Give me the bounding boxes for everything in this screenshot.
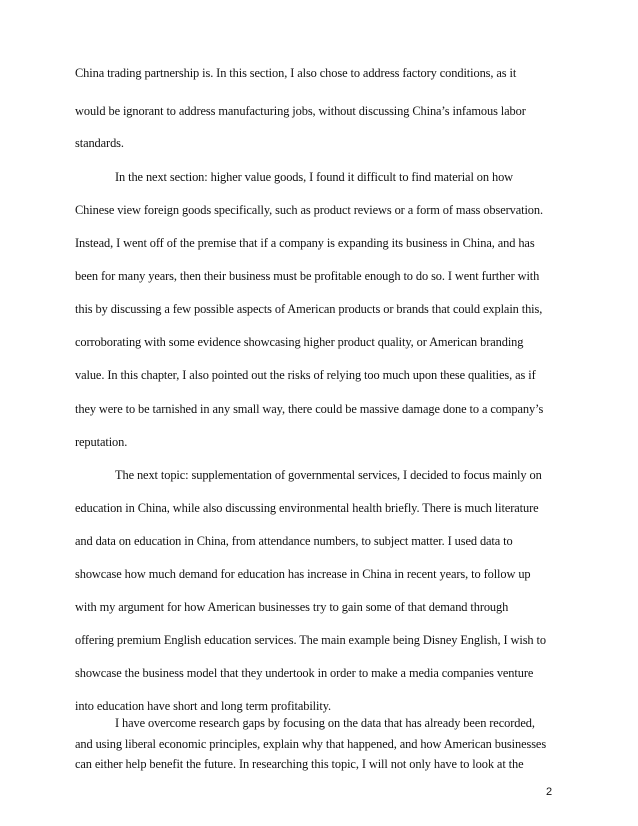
text-line: this by discussing a few possible aspects of American products or brands that could explain this, [75,302,543,316]
text-line: into education have short and long term profitability. [75,699,332,713]
text-line: standards. [75,136,124,150]
text-line: would be ignorant to address manufacturing jobs, without discussing China’s infamous labor [75,104,526,118]
text-line: and data on education in China, from attendance numbers, to subject matter. I used data to [75,534,513,548]
text-line: Chinese view foreign goods specifically, such as product reviews or a form of mass observation. [75,203,543,217]
text-line: they were to be tarnished in any small way, there could be massive damage done to a company’s [75,402,544,416]
paragraph-first-line: In the next section: higher value goods, I found it difficult to find material on how [115,170,514,184]
text-line: Instead, I went off of the premise that if a company is expanding its business in China, and has [75,236,535,250]
paragraph-first-line: The next topic: supplementation of governmental services, I decided to focus mainly on [115,468,542,482]
text-line: with my argument for how American businesses try to gain some of that demand through [75,600,509,614]
text-line: been for many years, then their business must be profitable enough to do so. I went further with [75,269,540,283]
page-number: 2 [546,786,553,798]
text-line: value. In this chapter, I also pointed out the risks of relying too much upon these qualities, as if [75,368,536,382]
text-line: offering premium English education services. The main example being Disney English, I wish to [75,633,546,647]
text-line: showcase how much demand for education has increase in China in recent years, to follow up [75,567,531,581]
text-line: corroborating with some evidence showcasing higher product quality, or American branding [75,335,524,349]
text-line: showcase the business model that they undertook in order to make a media companies venture [75,666,534,680]
text-line: and using liberal economic principles, explain why that happened, and how American businesses [75,737,547,751]
text-line: education in China, while also discussing environmental health briefly. There is much literature [75,501,539,515]
paragraph-first-line: I have overcome research gaps by focusing on the data that has already been recorded, [115,716,535,730]
text-line: can either help benefit the future. In researching this topic, I will not only have to look at the [75,757,524,771]
text-line: China trading partnership is. In this section, I also chose to address factory conditions, as it [75,66,517,80]
text-line: reputation. [75,435,128,449]
